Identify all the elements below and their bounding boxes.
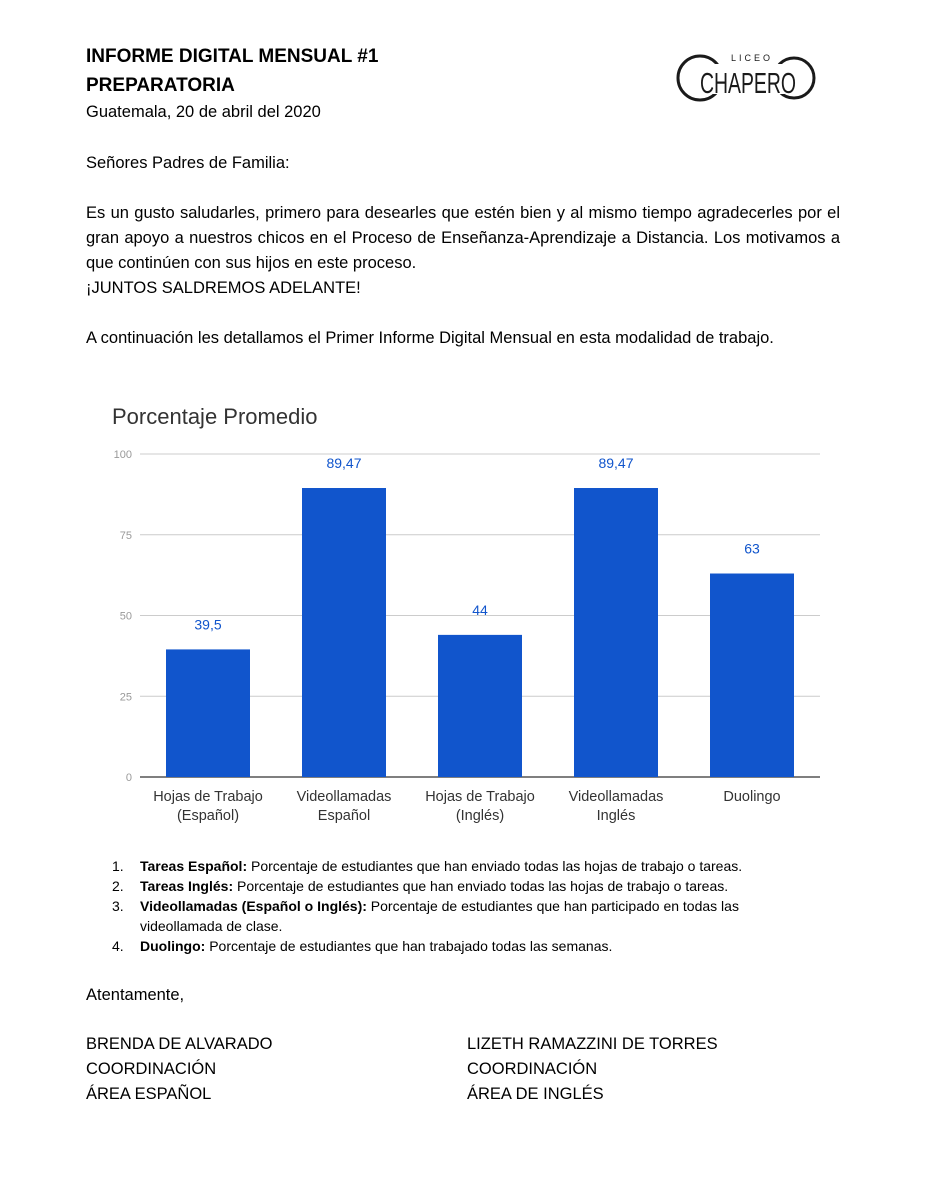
report-date: Guatemala, 20 de abril del 2020	[86, 103, 321, 121]
y-tick-label: 100	[113, 449, 132, 461]
report-title: INFORME DIGITAL MENSUAL #1	[86, 46, 379, 67]
bar-value-label: 89,47	[598, 455, 634, 472]
legend-term: Videollamadas (Español o Inglés):	[140, 898, 367, 914]
signature-block-spanish	[86, 1032, 272, 1107]
bar-value-label: 63	[744, 540, 760, 557]
liceo-chapero-logo	[668, 44, 828, 108]
y-tick-label: 0	[125, 772, 132, 784]
report-subtitle: PREPARATORIA	[86, 75, 235, 96]
legend-term: Duolingo:	[140, 938, 206, 954]
salutation: Señores Padres de Familia:	[86, 154, 290, 172]
legend-list	[112, 856, 812, 956]
signature-name: BRENDA DE ALVARADO	[86, 1035, 273, 1053]
signature-role: COORDINACIÓN	[467, 1060, 598, 1078]
x-category-label: Duolingo	[723, 789, 781, 805]
x-category-label: (Inglés)	[455, 808, 505, 824]
bar-value-label: 44	[472, 601, 488, 618]
signature-role: COORDINACIÓN	[86, 1060, 217, 1078]
legend-item	[112, 896, 812, 936]
bar	[574, 488, 658, 777]
bar-value-label: 89,47	[326, 455, 362, 472]
legend-term: Tareas Español:	[140, 858, 248, 874]
bar	[166, 649, 250, 777]
bar-value-label: 39,5	[194, 616, 222, 633]
chart-title: Porcentaje Promedio	[112, 404, 318, 429]
signature-name: LIZETH RAMAZZINI DE TORRES	[467, 1035, 718, 1053]
signature-block-english	[467, 1032, 718, 1107]
closing: Atentamente,	[86, 986, 185, 1004]
logo-small-text: LICEO	[730, 53, 774, 63]
legend-item	[112, 876, 812, 896]
y-tick-label: 75	[119, 529, 132, 542]
legend-text	[140, 936, 612, 956]
legend-item	[112, 856, 812, 876]
x-category-label: Hojas de Trabajo	[425, 789, 535, 805]
legend-description: Porcentaje de estudiantes que han trabajado todas las semanas.	[205, 938, 613, 954]
legend-text	[140, 896, 812, 936]
x-category-label: (Español)	[176, 808, 240, 824]
x-category-label: Videollamadas	[568, 789, 664, 805]
legend-text	[140, 856, 742, 876]
x-category-label: Videollamadas	[296, 789, 392, 805]
legend-number: 1.	[112, 858, 124, 874]
detail-paragraph: A continuación les detallamos el Primer Informe Digital Mensual en esta modalidad de trabajo.	[86, 329, 774, 347]
legend-number: 3.	[112, 898, 124, 914]
y-tick-label: 25	[119, 691, 132, 704]
legend-description: Porcentaje de estudiantes que han enviado todas las hojas de trabajo o tareas.	[247, 858, 743, 874]
legend-number: 2.	[112, 878, 124, 894]
slogan: ¡JUNTOS SALDREMOS ADELANTE!	[86, 279, 361, 297]
bar-chart	[100, 392, 830, 832]
bar	[302, 488, 386, 777]
legend-term: Tareas Inglés:	[140, 878, 234, 894]
legend-number: 4.	[112, 938, 124, 954]
intro-paragraph: Es un gusto saludarles, primero para desearles que estén bien y al mismo tiempo agradecerles por el gran apoyo a nuestros chicos en el Proceso de Enseñanza-Aprendizaje a Distancia. Los motivamos a que continúen con sus hijos en este proceso.	[86, 204, 840, 272]
x-category-label: Español	[317, 808, 371, 824]
x-category-label: Hojas de Trabajo	[153, 789, 263, 805]
legend-item	[112, 936, 812, 956]
logo-large-text: CHAPERO	[700, 68, 796, 100]
legend-description: Porcentaje de estudiantes que han participado en todas las videollamada de clase.	[140, 898, 739, 934]
signature-area: ÁREA DE INGLÉS	[467, 1085, 604, 1103]
legend-description: Porcentaje de estudiantes que han enviado todas las hojas de trabajo o tareas.	[233, 878, 729, 894]
signature-area: ÁREA ESPAÑOL	[86, 1085, 212, 1103]
legend-text	[140, 876, 728, 896]
y-tick-label: 50	[119, 610, 132, 623]
x-category-label: Inglés	[596, 808, 636, 824]
bar	[710, 574, 794, 777]
bar	[438, 635, 522, 777]
